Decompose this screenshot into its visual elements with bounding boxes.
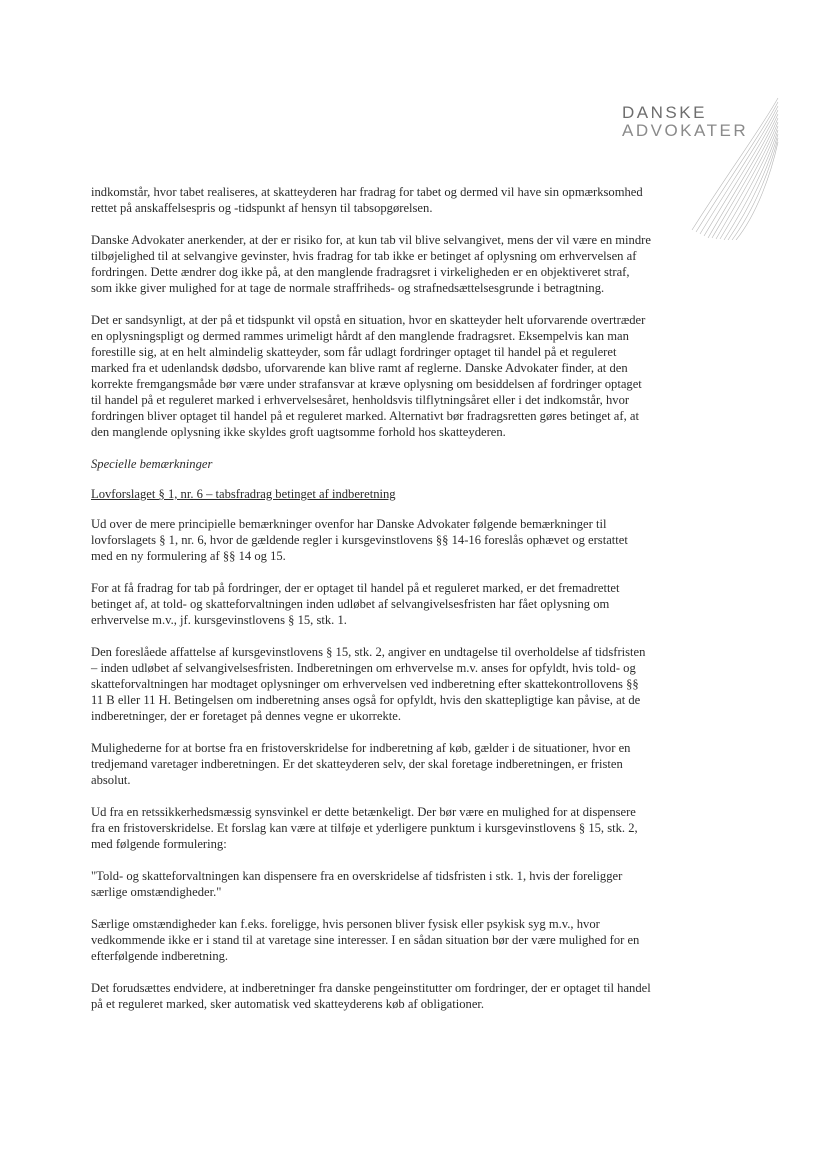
subsection-heading-tax-deduction: Lovforslaget § 1, nr. 6 – tabsfradrag betinget af indberetning	[91, 487, 396, 501]
logo-line-1: DANSKE	[622, 103, 707, 122]
paragraph-8: Ud fra en retssikkerhedsmæssig synsvinkel er dette betænkeligt. Der bør være en mulighed for at dispensere fra en fristoverskridelse. Et forslag kan være at tilføje et yderligere punktum i kursgevinstlovens § 15, stk. 2, med følgende formulering:	[91, 805, 638, 851]
paragraph-4: Ud over de mere principielle bemærkninger ovenfor har Danske Advokater følgende bemærkninger til lovforslagets § 1, nr. 6, hvor de gældende regler i kursgevinstlovens §§ 14-16 foreslås ophævet og erstattet med en ny formulering af §§ 14 og 15.	[91, 517, 628, 563]
logo-line-2: ADVOKATER	[622, 121, 749, 140]
document-body	[91, 184, 651, 1028]
paragraph-1: indkomstår, hvor tabet realiseres, at skatteyderen har fradrag for tabet og dermed vil have sin opmærksomhed rettet på anskaffelsespris og -tidspunkt af hensyn til tabsopgørelsen.	[91, 185, 643, 215]
paragraph-3: Det er sandsynligt, at der på et tidspunkt vil opstå en situation, hvor en skatteyder helt uforvarende overtræder en oplysningspligt og dermed rammes urimeligt hårdt af den manglende fradragsret. Eksempelvis kan man forestille sig, at en helt almindelig skatteyder, som får udlagt fordringer optaget til handel på et reguleret marked fra et udenlandsk dødsbo, uforvarende kan blive ramt af reglerne. Danske Advokater finder, at den korrekte fremgangsmåde bør være under strafansvar at kræve oplysning om besiddelsen af fordringer optaget til handel på et reguleret marked i erhvervelsesåret, henholdsvis tilflytningsåret eller i det indkomstår, hvor fordringen bliver optaget til handel på et reguleret marked. Alternativt bør fradragsretten gøres betinget af, at den manglende oplysning ikke skyldes groft uagtsomme forhold hos skatteyderen.	[91, 313, 646, 439]
paragraph-10: Særlige omstændigheder kan f.eks. foreligge, hvis personen bliver fysisk eller psykisk syg m.v., hvor vedkommende ikke er i stand til at varetage sine interesser. I en sådan situation bør der være mulighed for en efterfølgende indberetning.	[91, 917, 640, 963]
paragraph-9-quote: "Told- og skatteforvaltningen kan dispensere fra en overskridelse af tidsfristen i stk. 1, hvis der foreligger særlige omstændigheder."	[91, 869, 623, 899]
paragraph-5: For at få fradrag for tab på fordringer, der er optaget til handel på et reguleret marked, er det fremadrettet betinget af, at told- og skatteforvaltningen inden udløbet af selvangivelsesfristen har fået oplysning om erhvervelse m.v., jf. kursgevinstlovens § 15, stk. 1.	[91, 581, 620, 627]
paragraph-2: Danske Advokater anerkender, at der er risiko for, at kun tab vil blive selvangivet, mens der vil være en mindre tilbøjelighed til at selvangive gevinster, hvis fradrag for tab ikke er betinget af oplysning om erhvervelsen af fordringen. Dette ændrer dog ikke på, at den manglende fradragsret i virkeligheden er en objektiveret straf, som ikke giver mulighed for at tage de normale straffriheds- og strafnedsættelsesgrunde i betragtning.	[91, 233, 651, 295]
swoosh-graphic	[690, 90, 780, 240]
paragraph-11: Det forudsættes endvidere, at indberetninger fra danske pengeinstitutter om fordringer, der er optaget til handel på et reguleret marked, sker automatisk ved skatteyderens køb af obligationer.	[91, 981, 651, 1011]
paragraph-7: Mulighederne for at bortse fra en fristoverskridelse for indberetning af køb, gælder i de situationer, hvor en tredjemand varetager indberetningen. Er det skatteyderen selv, der skal foretage indberetningen, er fristen absolut.	[91, 741, 631, 787]
paragraph-6: Den foreslåede affattelse af kursgevinstlovens § 15, stk. 2, angiver en undtagelse til overholdelse af tidsfristen – inden udløbet af selvangivelsesfristen. Indberetningen om erhvervelse m.v. anses for opfyldt, hvis told- og skatteforvaltningen har modtaget oplysninger om erhvervelsen ved indberetning efter skattekontrollovens §§ 11 B eller 11 H. Betingelsen om indberetning anses også for opfyldt, hvis den skattepligtige kan påvise, at de indberetninger, der er foretaget på dennes vegne er ukorrekte.	[91, 645, 646, 723]
section-heading-specific-remarks: Specielle bemærkninger	[91, 457, 213, 471]
